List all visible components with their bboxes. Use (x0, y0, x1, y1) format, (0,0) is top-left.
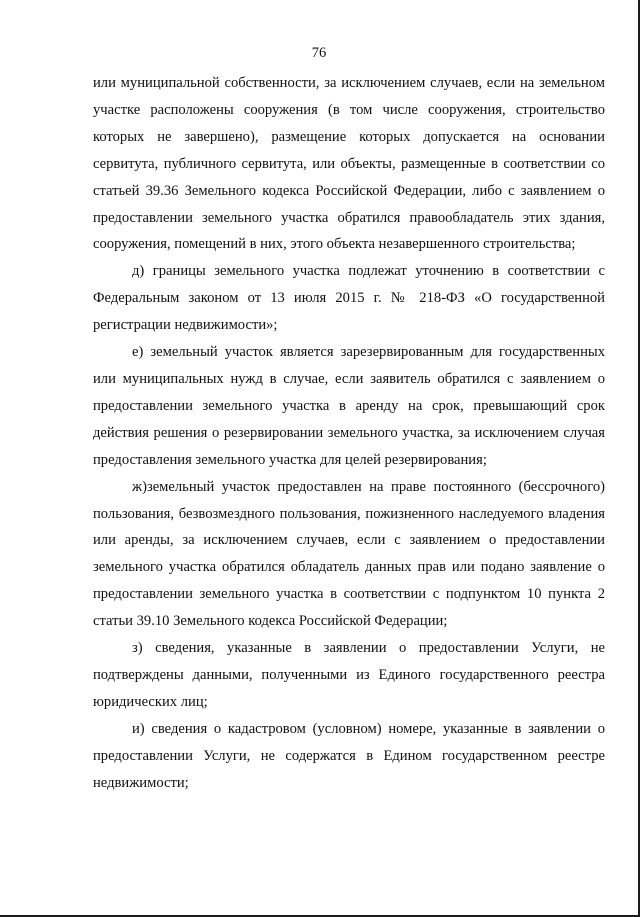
paragraph-item-i: и) сведения о кадастровом (условном) номере, указанные в заявлении о предоставлении Услуги, не содержатся в Едином государственном реестре недвижимости; (93, 720, 605, 791)
paragraph-continuation: или муниципальной собственности, за исключением случаев, если на земельном участке расположены сооружения (в том числе сооружения, строительство которых не завершено), размещение которых допускается на основании сервитута, публичного сервитута, или объекты, размещенные в соответствии со статьей 39.36 Земельного кодекса Российской Федерации, либо с заявлением о предоставлении земельного участка обратился правообладатель этих здания, сооружения, помещений в них, этого объекта незавершенного строительства; (93, 75, 605, 253)
paragraph-item-d: д) границы земельного участка подлежат уточнению в соответствии с Федеральным законом от 13 июля 2015 г. № 218-ФЗ «О государственной регистрации недвижимости»; (93, 263, 605, 334)
page-number: 76 (311, 45, 327, 61)
paragraph-item-zh: ж)земельный участок предоставлен на праве постоянного (бессрочного) пользования, безвозмездного пользования, пожизненного наследуемого владения или аренды, за исключением случаев, если с заявлением о предоставлении земельного участка обратился обладатель данных прав или подано заявление о предоставлении земельного участка в соответствии с подпунктом 10 пункта 2 статьи 39.10 Земельного кодекса Российской Федерации; (93, 478, 605, 630)
document-body (93, 70, 605, 796)
paragraph-item-e: е) земельный участок является зарезервированным для государственных или муниципальных нужд в случае, если заявитель обратился с заявлением о предоставлении земельного участка в аренду на срок, превышающий срок действия решения о резервировании земельного участка, за исключением случая предоставления земельного участка для целей резервирования; (93, 344, 605, 468)
paragraph-item-z: з) сведения, указанные в заявлении о предоставлении Услуги, не подтверждены данными, полученными из Единого государственного реестра юридических лиц; (93, 640, 605, 710)
